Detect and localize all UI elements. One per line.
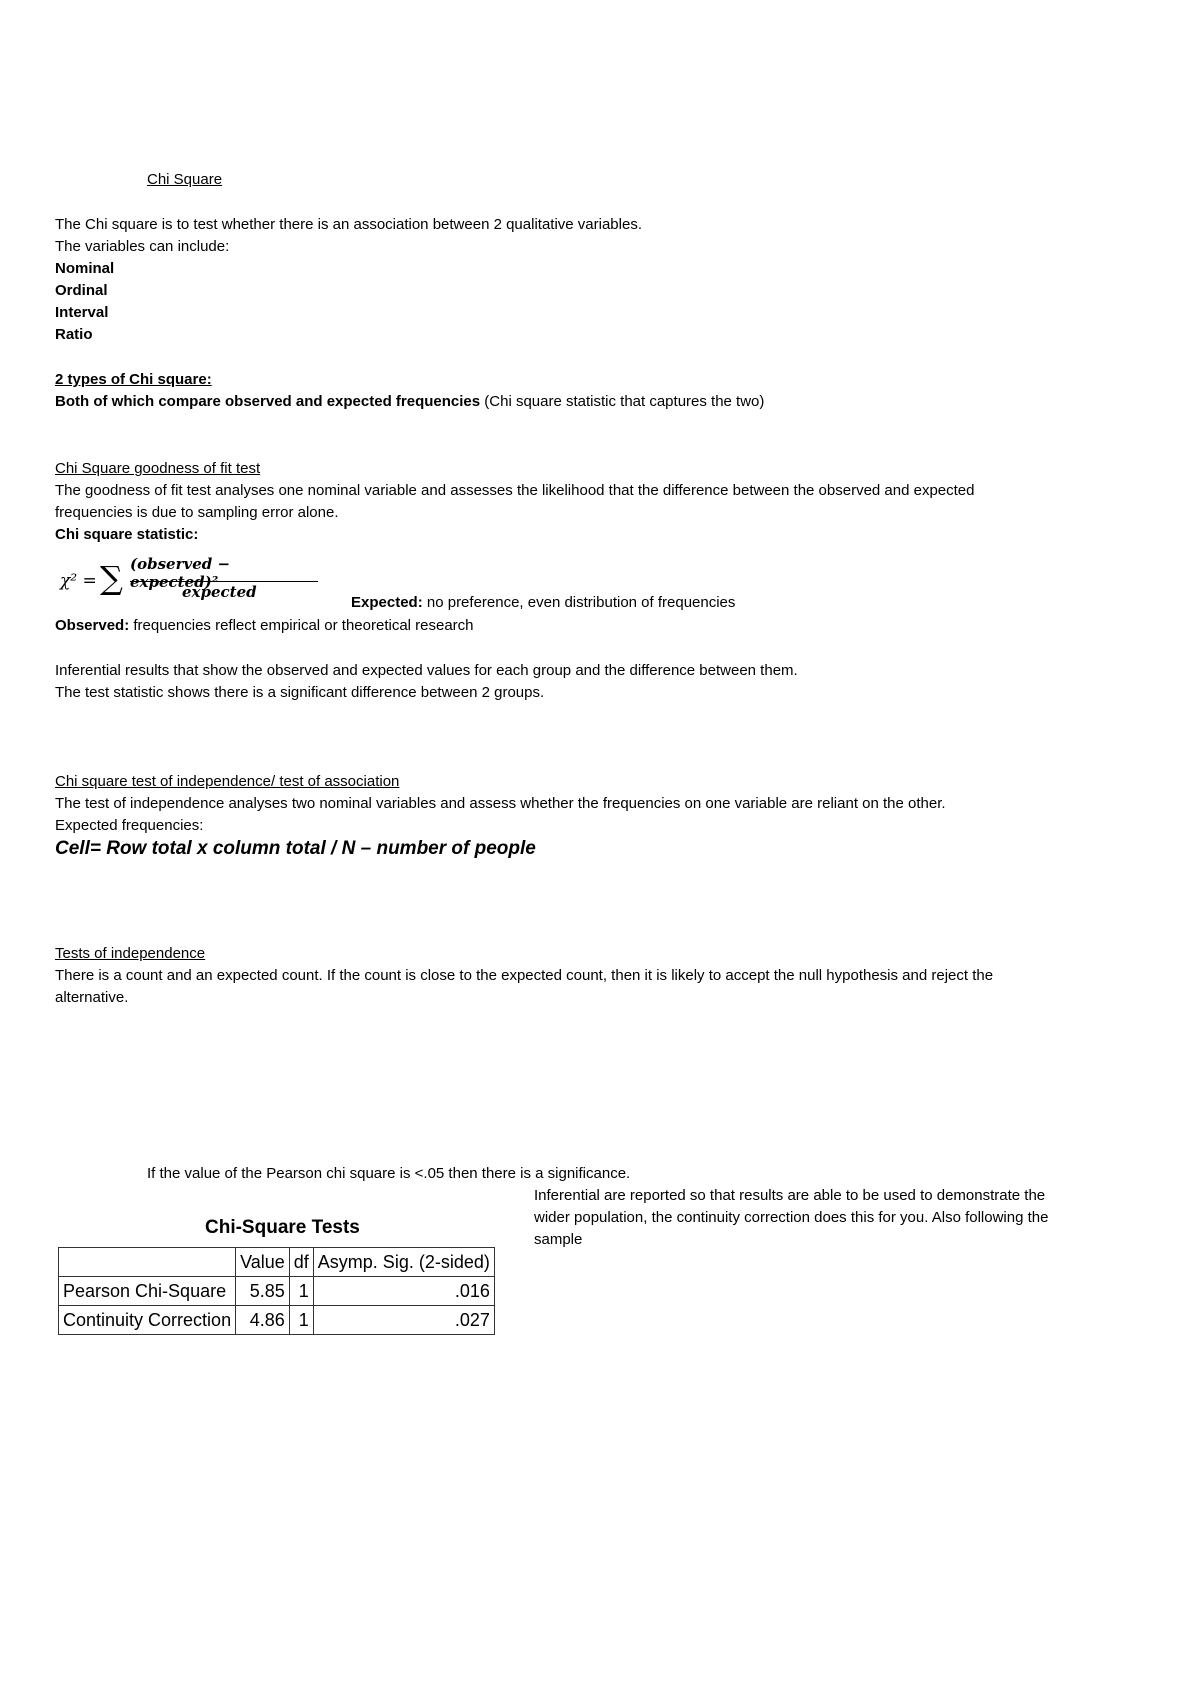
table-row bbox=[59, 1277, 495, 1306]
value-cell: 5.85 bbox=[236, 1277, 290, 1306]
independence-heading: Chi square test of independence/ test of association bbox=[55, 773, 400, 790]
expected-label: Expected: bbox=[351, 594, 423, 611]
df-cell: 1 bbox=[289, 1277, 313, 1306]
observed-text: frequencies reflect empirical or theoretical research bbox=[129, 617, 474, 634]
formula-lhs: χ² = bbox=[60, 571, 97, 591]
fraction-bar bbox=[130, 581, 318, 582]
row-label: Pearson Chi-Square bbox=[59, 1277, 236, 1306]
inferential-line-1: Inferential results that show the observed and expected values for each group and the difference between them. bbox=[55, 662, 798, 679]
goodness-description: The goodness of fit test analyses one nominal variable and assesses the likelihood that the difference between the observed and expected frequencies is due to sampling error alone. bbox=[55, 482, 975, 521]
goodness-heading: Chi Square goodness of fit test bbox=[55, 460, 261, 477]
types-description bbox=[55, 391, 764, 413]
expected-text: no preference, even distribution of frequencies bbox=[422, 594, 736, 611]
variable-interval: Interval bbox=[55, 304, 109, 321]
sigma-symbol: ∑ bbox=[100, 559, 123, 597]
formula-numerator: (observed − expected)² bbox=[130, 555, 231, 591]
pearson-note: If the value of the Pearson chi square is <.05 then there is a significance. bbox=[147, 1165, 631, 1182]
page-title: Chi Square bbox=[147, 171, 223, 188]
observed-definition bbox=[55, 615, 474, 637]
chi-square-table bbox=[58, 1247, 495, 1335]
header-cell-sig: Asymp. Sig. (2-sided) bbox=[313, 1248, 494, 1277]
intro-line-2: The variables can include: bbox=[55, 238, 230, 255]
table-header-row bbox=[59, 1248, 495, 1277]
table-title: Chi-Square Tests bbox=[205, 1217, 360, 1238]
independence-description: The test of independence analyses two nominal variables and assess whether the frequencies on one variable are reliant on the other. bbox=[55, 795, 946, 812]
types-normal-text: (Chi square statistic that captures the two) bbox=[480, 393, 765, 410]
header-cell-df: df bbox=[289, 1248, 313, 1277]
observed-label: Observed: bbox=[55, 617, 130, 634]
header-cell-empty bbox=[59, 1248, 236, 1277]
formula-denominator: expected bbox=[182, 583, 257, 601]
value-cell: 4.86 bbox=[236, 1306, 290, 1335]
variable-nominal: Nominal bbox=[55, 260, 115, 277]
sig-cell: .016 bbox=[313, 1277, 494, 1306]
cell-formula: Cell= Row total x column total / N – number of people bbox=[55, 838, 536, 859]
inferential-line-2: The test statistic shows there is a significant difference between 2 groups. bbox=[55, 684, 545, 701]
expected-frequencies-label: Expected frequencies: bbox=[55, 817, 204, 834]
intro-line-1: The Chi square is to test whether there is an association between 2 qualitative variables. bbox=[55, 216, 642, 233]
statistic-label: Chi square statistic: bbox=[55, 526, 199, 543]
variable-ratio: Ratio bbox=[55, 326, 93, 343]
table-row bbox=[59, 1306, 495, 1335]
types-heading: 2 types of Chi square: bbox=[55, 371, 212, 388]
inferential-note: Inferential are reported so that results are able to be used to demonstrate the wider population, the continuity correction does this for you. Also following the sample bbox=[534, 1187, 1049, 1248]
tests-description: There is a count and an expected count. If the count is close to the expected count, then it is likely to accept the null hypothesis and reject the alternative. bbox=[55, 967, 994, 1006]
header-cell-value: Value bbox=[236, 1248, 290, 1277]
row-label: Continuity Correction bbox=[59, 1306, 236, 1335]
sig-cell: .027 bbox=[313, 1306, 494, 1335]
chi-square-formula bbox=[58, 553, 318, 609]
types-bold-text: Both of which compare observed and expected frequencies bbox=[55, 393, 481, 410]
variable-ordinal: Ordinal bbox=[55, 282, 108, 299]
df-cell: 1 bbox=[289, 1306, 313, 1335]
expected-definition bbox=[351, 592, 735, 614]
tests-heading: Tests of independence bbox=[55, 945, 206, 962]
